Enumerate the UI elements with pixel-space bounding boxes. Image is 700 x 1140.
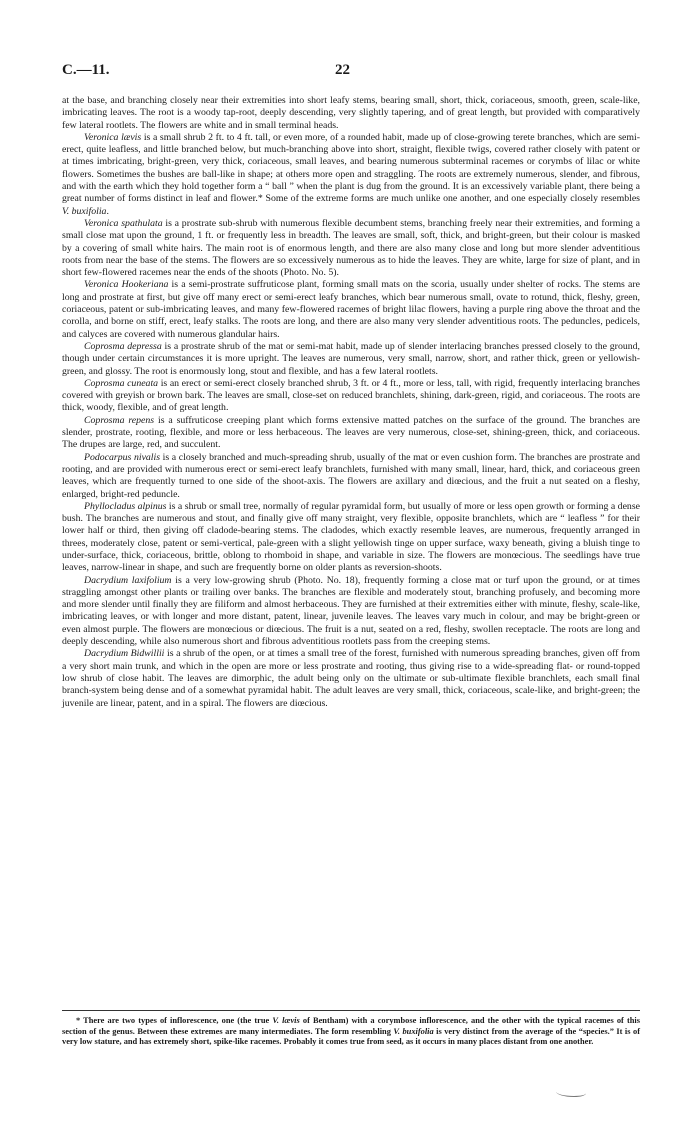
paragraph — [62, 341, 640, 378]
document-reference: C.—11. — [62, 62, 110, 78]
text-run: is a shrub or small tree, normally of regular pyramidal form, but usually of more or less open growth or forming a dense bush. The branches are numerous and stout, and finally give off many straight, very flexible, opposite branchlets, which are “ leafless ” for their lower half or third, then giving off cladode-bearing stems. The cladodes, which exactly resemble leaves, are numerous, frequently arranged in threes, moderately close, patent or semi-vertical, pale-green with a slight yellowish tinge on upper surface, waxy beneath, giving a bluish tinge to under-surface, thick, coriaceous, brittle, oblong to rhomboid in shape, and variable in size. The flowers are monœcious. The seedlings have true leaves, narrow-linear in shape, and such are frequently borne on older plants as reversion-shoots. — [62, 500, 640, 574]
italic-term: Dacrydium Bidwillii — [84, 648, 165, 660]
text-run: at the base, and branching closely near their extremities into short leafy stems, bearing small, short, thick, coriaceous, smooth, green, scale-like, imbricating leaves. The root is a woody tap-root, deeply descending, very slightly tapering, and of great length, but provided with comparatively few lateral rootlets. The flowers are white and in small terminal heads. — [62, 95, 640, 131]
italic-term: Veronica lævis — [84, 131, 142, 143]
text-run: is a closely branched and much-spreading shrub, usually of the mat or even cushion form. The branches are prostrate and rooting, and are provided with numerous erect or semi-erect leafy branchlets, furnished with many small, linear, hard, thick, and coriaceous green leaves, which are frequently turned to one side of the shoot-axis. The flowers are axillary and diœcious, and the fruit a nut seated on a fleshy, enlarged, bright-red peduncle. — [62, 451, 641, 500]
paragraph — [62, 575, 640, 649]
text-run: is a suffruticose creeping plant which forms extensive matted patches on the surface of the ground. The branches are slender, prostrate, rooting, flexible, and more or less herbaceous. The leaves are very numerous, close-set, shining-green, thick, and coriaceous. The drupes are large, red, and succulent. — [62, 414, 640, 451]
text-run: is a prostrate sub-shrub with numerous flexible decumbent stems, branching freely near their extremities, and forming a small close mat upon the ground, 1 ft. or frequently less in breadth. The leaves are small, soft, thick, and bright-green, but their colour is masked by a covering of small white hairs. The main root is of enormous length, and there are also many close and long but more slender adventitious roots from near the base of the stems. The flowers are so excessively numerous as to hide the leaves. They are white, large for size of plant, and in short few-flowered racemes near the ends of the shoots (Photo. No. 5). — [62, 217, 641, 279]
italic-term: V. buxifolia — [393, 1026, 434, 1036]
text-run: is a prostrate shrub of the mat or semi-mat habit, made up of slender interlacing branches pressed closely to the ground, though under certain circumstances it is more upright. The leaves are numerous, very small, narrow, short, and rather thick, green or yellowish-green, and glossy. The root is enormously long, stout and flexible, and has a few lateral rootlets. — [62, 340, 640, 377]
italic-term: Phyllocladus alpinus — [84, 500, 167, 512]
paragraph — [62, 378, 640, 415]
text-run: is a semi-prostrate suffruticose plant, forming small mats on the scoria, usually under shelter of rocks. The stems are long and prostrate at first, but give off many erect or semi-erect leafy branches, which bear numerous small, ovate to rotund, thick, fleshy, green, coriaceous, patent or sub-imbricating leaves, and many few-flowered racemes of bright lilac flowers, having a purple ring above the throat and the corolla, and borne on stiff, erect, leafy stalks. The roots are long, and there are also many very slender adventitious roots. The peduncles, pedicels, and calyces are covered with numerous glandular hairs. — [62, 279, 640, 340]
italic-term: V. lævis — [272, 1016, 300, 1025]
footnote — [62, 1016, 640, 1048]
body-text — [62, 95, 640, 710]
footnote-paragraph — [62, 1016, 640, 1048]
text-run: * There are two types of inflorescence, one (the true — [76, 1016, 273, 1025]
italic-term: Dacrydium laxifolium — [84, 574, 172, 586]
italic-term: V. buxifolia — [62, 205, 107, 217]
text-run: is an erect or semi-erect closely branched shrub, 3 ft. or 4 ft., more or less, tall, with rigid, frequently interlacing branches covered with greyish or brown bark. The leaves are small, close-set on reduced branchlets, shining, dark-green, rigid, and coriaceous. The roots are thick, woody, flexible, and of great length. — [62, 377, 640, 414]
italic-term: Veronica Hookeriana — [84, 279, 169, 291]
paragraph — [62, 279, 640, 340]
scan-mark — [556, 1088, 586, 1097]
italic-term: Coprosma depressa — [84, 340, 162, 352]
footnote-divider — [62, 1010, 640, 1011]
text-run: . — [106, 205, 109, 217]
paragraph — [62, 452, 640, 501]
italic-term: Coprosma repens — [84, 414, 155, 426]
paragraph — [62, 218, 640, 279]
page-header — [62, 62, 638, 82]
italic-term: Coprosma cuneata — [84, 377, 159, 389]
page-number: 22 — [335, 62, 350, 78]
text-run: is a very low-growing shrub (Photo. No. 18), frequently forming a close mat or turf upon the ground, or at times straggling amongst other plants or trailing over banks. The branches are flexible and moderately stout, branching profusely, and becoming more and more slender until finally they are filiform and almost herbaceous. They are furnished at their extremities either with minute, fleshy, scale-like, imbricating leaves, or with longer and more distant, patent, linear, juvenile leaves. The leaves vary much in colour, and may be bright-green or even almost purple. The flowers are monœcious or diœcious. The fruit is a nut, seated on a red, fleshy, swollen receptacle. The roots are long and deeply descending, while also numerous short and fibrous adventitious rootlets pass from the creeping stems. — [62, 574, 640, 648]
italic-term: Podocarpus nivalis — [84, 451, 161, 463]
paragraph — [62, 95, 640, 132]
italic-term: Veronica spathulata — [84, 217, 163, 229]
paragraph — [62, 132, 640, 218]
text-run: of Bentham) with a corymbose inflorescence, and the other with the typical racemes of this section of the genus. Between these extremes are many intermediates. The form resembling — [62, 1016, 640, 1036]
paragraph — [62, 648, 640, 709]
paragraph — [62, 501, 640, 575]
text-run: is a small shrub 2 ft. to 4 ft. tall, or even more, of a rounded habit, made up of close-growing terete branches, which are semi-erect, quite leafless, and little branched below, but much-branching above into short, straight, flexible twigs, covered rather closely with patent or at times imbricating, bright-green, very thick, coriaceous, small leaves, and bearing numerous subterminal racemes or corymbs of lilac or white flowers. Sometimes the bushes are ball-like in shape; at others more open and straggling. The roots are extremely numerous, slender, and fibrous, and with the earth which they hold together form a “ ball ” when the plant is dug from the ground. It is an excessively variable plant, there being a great number of forms distinct in leaf and flower.* Some of the extreme forms are much unlike one another, and one especially closely resembles — [62, 131, 640, 205]
paragraph — [62, 415, 640, 452]
text-run: is a shrub of the open, or at times a small tree of the forest, furnished with numerous spreading branches, given off from a very short main trunk, and which in the open are more or less prostrate and rooting, thus giving rise to a wide-spreading flat- or round-topped low shrub of close habit. The leaves are dimorphic, the adult being only on the ultimate or sub-ultimate flexible branchlets, each small final branch-system being dense and of a somewhat pyramidal habit. The adult leaves are very small, thick, coriaceous, scale-like, and bright-green; the juvenile are linear, patent, and in a spiral. The flowers are diœcious. — [62, 648, 640, 709]
text-run: is very distinct from the average of the “species.” It is of very low stature, and has extremely short, spike-like racemes. Probably it comes true from seed, as it occurs in many places distant from one another. — [62, 1026, 640, 1047]
